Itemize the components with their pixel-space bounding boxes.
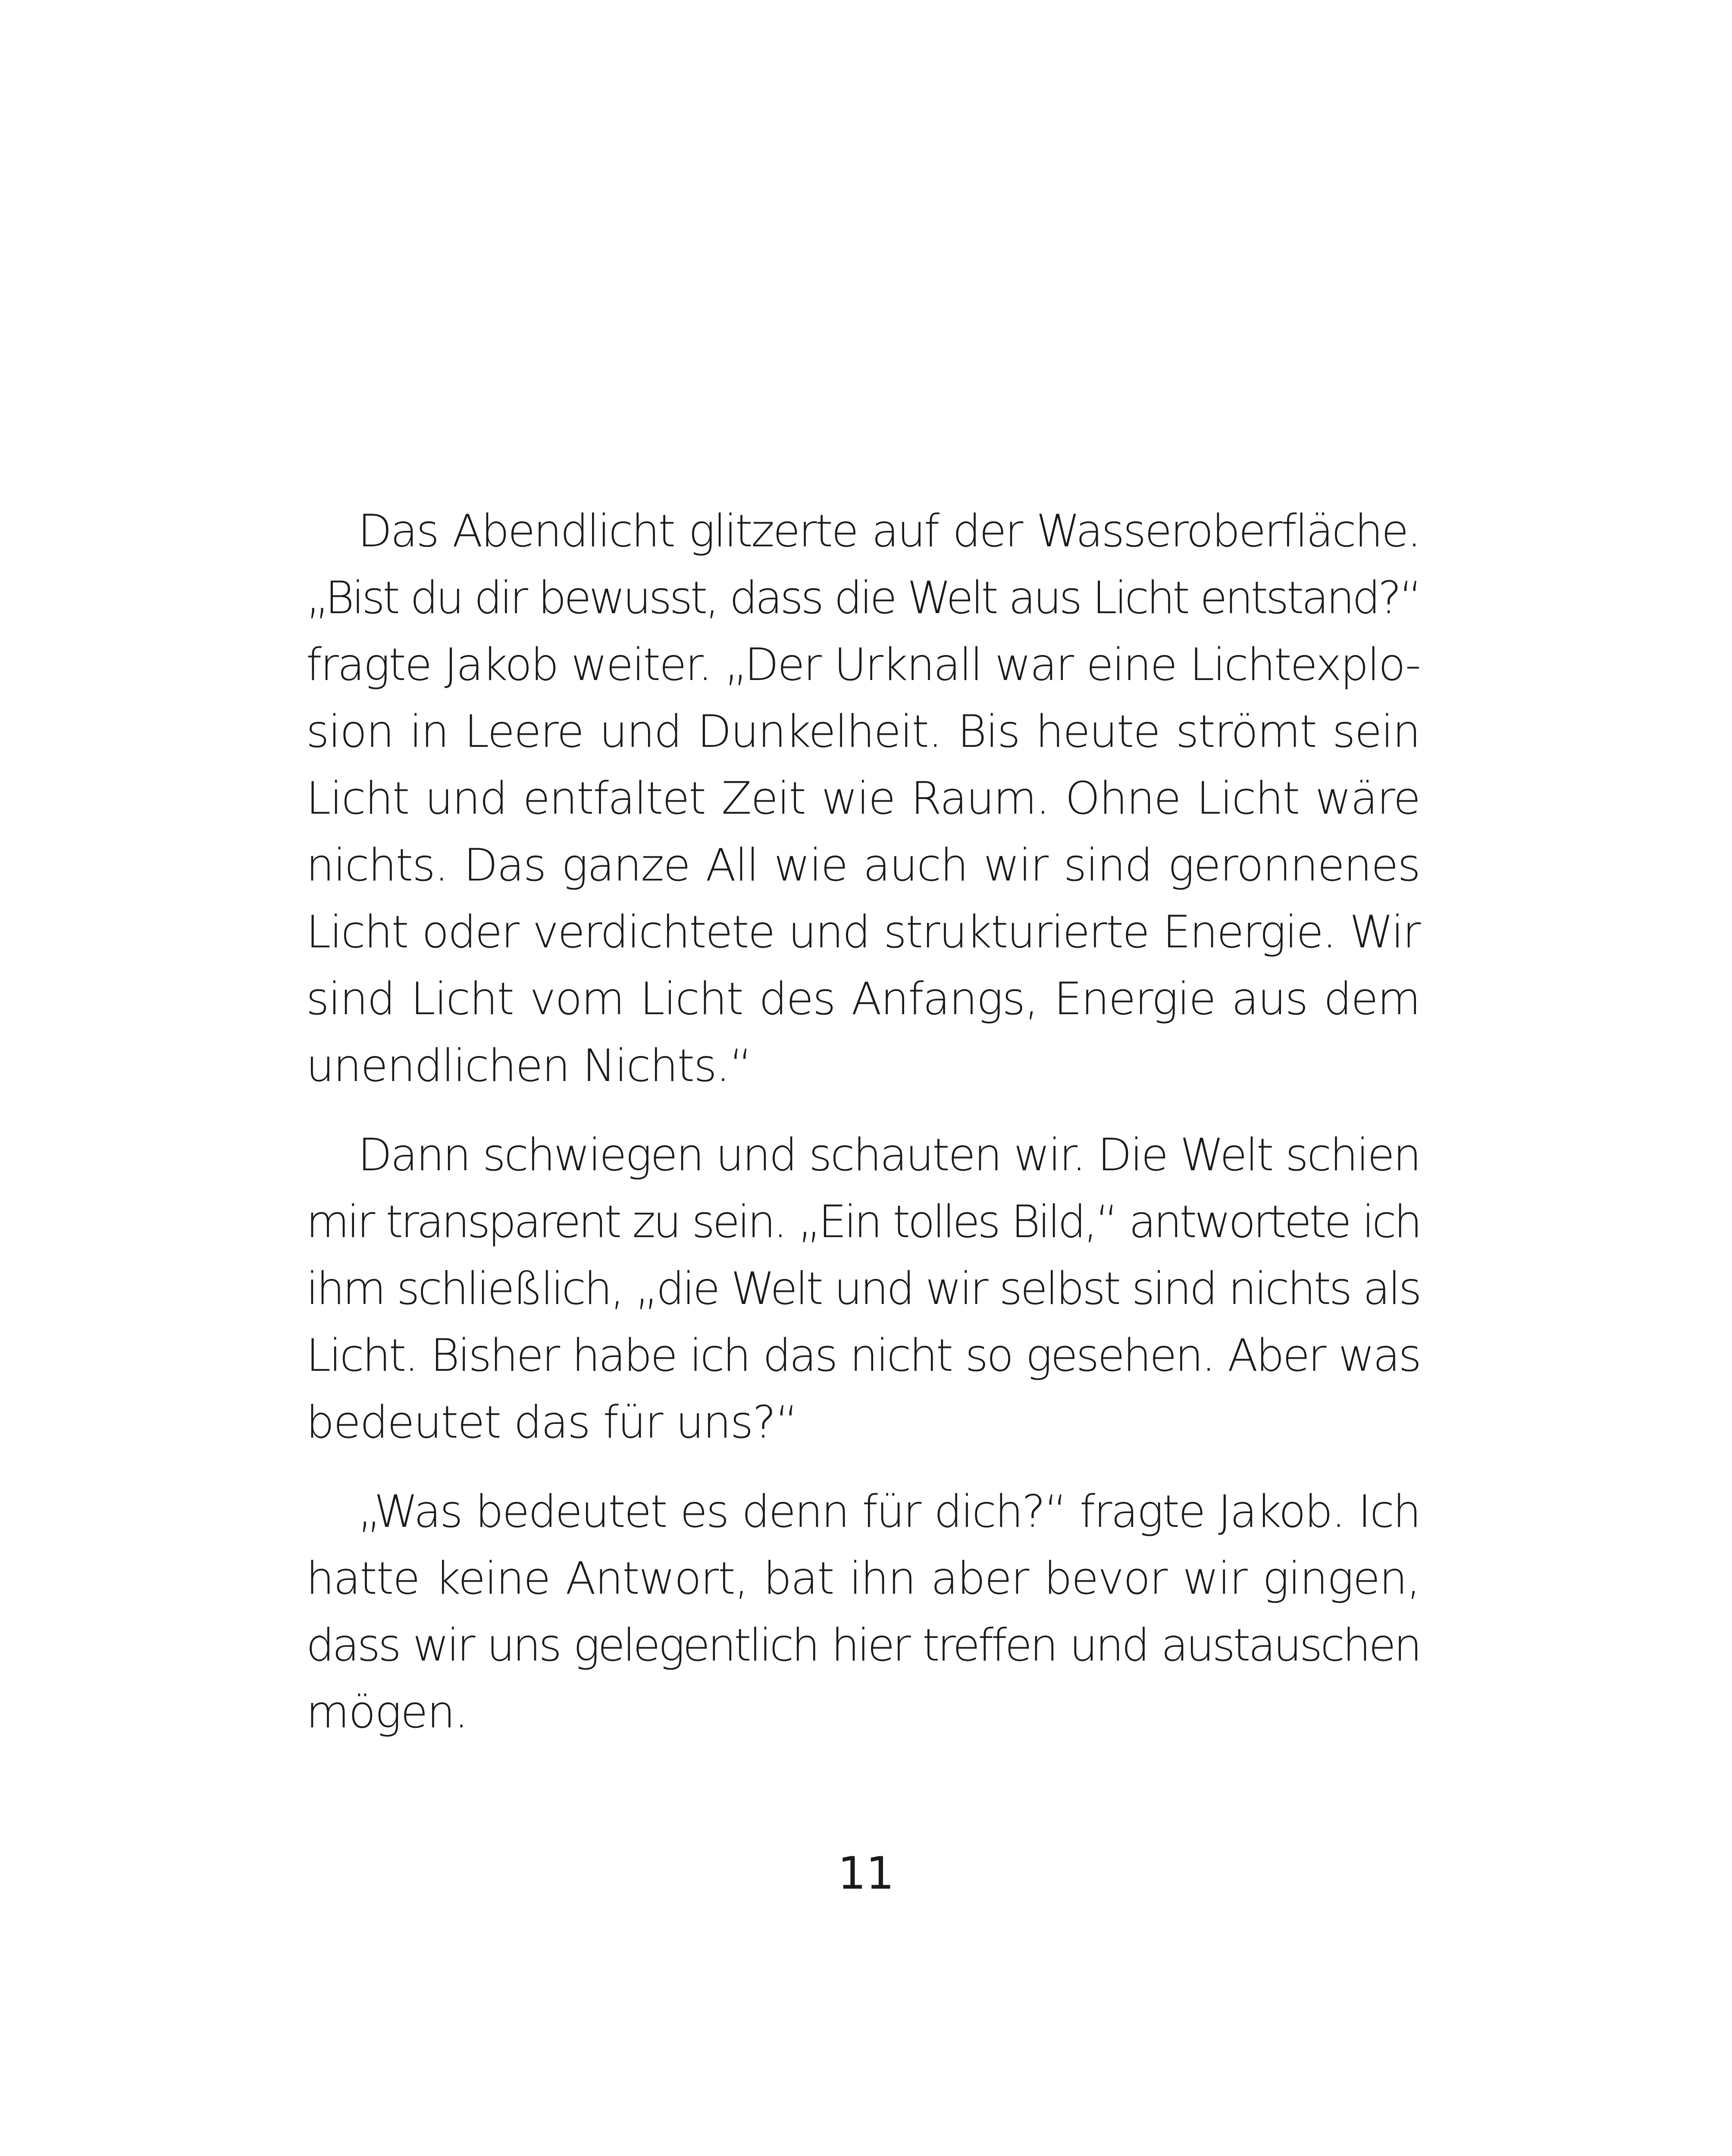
paragraph-1-line-5: Licht und entfaltet Zeit wie Raum. Ohne Licht wäre — [306, 773, 1420, 824]
body-text — [306, 498, 1420, 1746]
paragraph-2-line-2: mir transparent zu sein. „Ein tolles Bild,“ antwortete ich — [306, 1196, 1420, 1248]
paragraph-1-line-1: Das Abendlicht glitzerte auf der Wasseroberfläche. — [358, 505, 1420, 557]
paragraph-1-line-2: „Bist du dir bewusst, dass die Welt aus Licht entstand?“ — [306, 572, 1420, 624]
paragraph-2-line-1: Dann schwiegen und schauten wir. Die Welt schien — [358, 1129, 1420, 1181]
paragraph-1-line-7: Licht oder verdichtete und strukturierte Energie. Wir — [306, 906, 1420, 958]
paragraph-1-line-4: sion in Leere und Dunkelheit. Bis heute strömt sein — [306, 706, 1420, 758]
paragraph-1-line-6: nichts. Das ganze All wie auch wir sind geronnenes — [306, 840, 1420, 891]
paragraph-3-line-1: „Was bedeutet es denn für dich?“ fragte Jakob. Ich — [358, 1486, 1420, 1538]
paragraph-1-line-9: unendlichen Nichts.“ — [306, 1040, 752, 1092]
paragraph-2-line-3: ihm schließlich, „die Welt und wir selbst sind nichts als — [306, 1263, 1420, 1315]
paragraph-3-line-3: dass wir uns gelegentlich hier treffen und austauschen — [306, 1620, 1420, 1671]
paragraph-1-line-3: fragte Jakob weiter. „Der Urknall war eine Lichtexplo- — [306, 639, 1420, 691]
paragraph-3-line-2: hatte keine Antwort, bat ihn aber bevor wir gingen, — [306, 1553, 1420, 1604]
paragraph-spacer — [306, 1456, 1420, 1479]
paragraph-2-line-4: Licht. Bisher habe ich das nicht so gesehen. Aber was — [306, 1330, 1420, 1382]
paragraph-1-line-8: sind Licht vom Licht des Anfangs, Energie aus dem — [306, 973, 1420, 1025]
paragraph-2-line-5: bedeutet das für uns?“ — [306, 1397, 798, 1448]
paragraph-3-line-4: mögen. — [306, 1686, 468, 1738]
paragraph-spacer — [306, 1100, 1420, 1122]
page-number: 11 — [837, 1848, 895, 1899]
